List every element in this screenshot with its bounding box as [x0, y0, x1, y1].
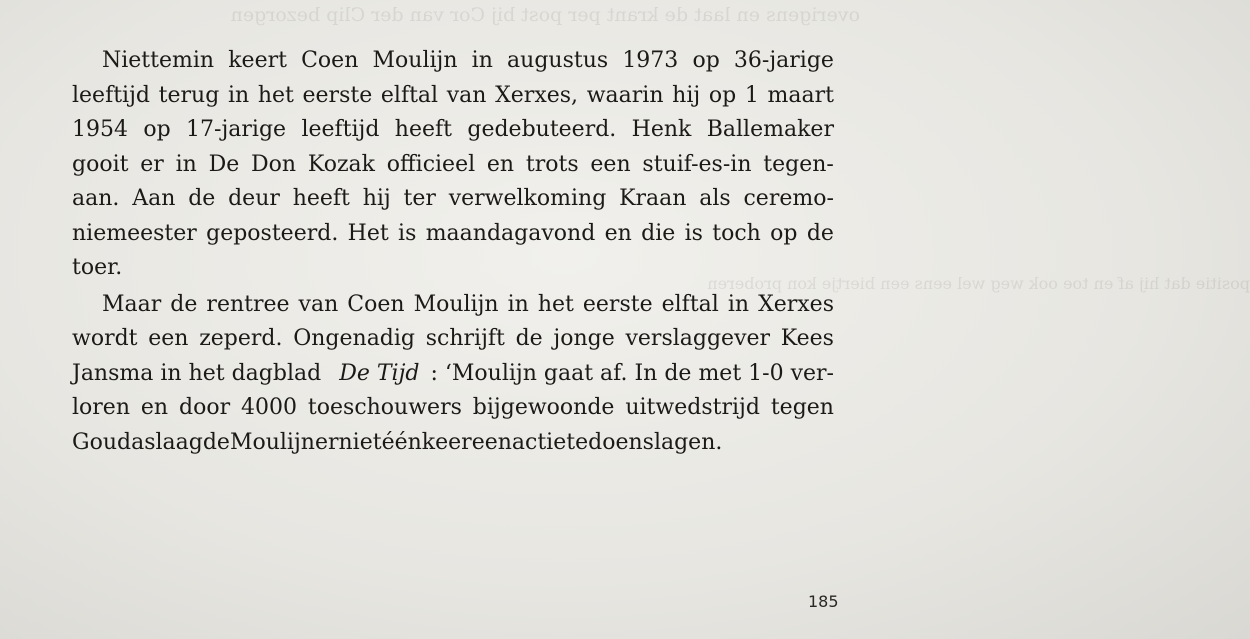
bleed-through-text: overigens en laat de krant per post bij Cor van der Clip bezorgen: [230, 4, 860, 26]
word: de: [806, 220, 834, 246]
word: maart: [767, 82, 834, 108]
word: 1: [744, 82, 759, 108]
book-page-body: [72, 44, 834, 460]
word: op: [708, 82, 737, 108]
word: uitwedstrijd: [625, 395, 760, 420]
paragraph-1: [72, 44, 834, 286]
word: er: [314, 429, 339, 455]
word: Moulijn: [229, 429, 315, 455]
word: leeftijd: [301, 117, 380, 142]
word: doen: [588, 429, 643, 455]
word: op: [143, 117, 171, 142]
word: en: [604, 220, 632, 246]
word: Xerxes: [758, 291, 834, 317]
word: jonge: [553, 326, 615, 351]
word: wordt: [72, 326, 138, 351]
newspaper-title: De Tijd: [339, 360, 420, 386]
word: een: [471, 429, 512, 455]
text-line: [72, 251, 834, 286]
text-line: [72, 288, 834, 323]
word: keer: [421, 429, 472, 455]
word: deur: [228, 186, 280, 211]
word: te: [566, 429, 589, 455]
word: rentree: [206, 291, 290, 317]
word: Moulijn: [372, 48, 458, 73]
word: augustus: [507, 48, 609, 73]
word: is: [398, 220, 417, 246]
word: schrijft: [425, 326, 505, 351]
word: Kees: [780, 326, 834, 351]
word: leeftijd: [72, 82, 150, 108]
word: Coen: [347, 291, 405, 317]
word: één: [381, 429, 422, 455]
word: trots: [525, 151, 579, 177]
text-line: [72, 113, 834, 148]
word: stuif-es-in: [642, 151, 752, 177]
word: ceremo-: [743, 186, 834, 211]
word: geposteerd.: [206, 220, 339, 246]
word: Kraan: [619, 186, 687, 211]
word: Maar: [102, 291, 162, 317]
word: er: [140, 151, 164, 177]
word: ter: [403, 186, 436, 211]
word: toch: [712, 220, 761, 246]
word: zeperd.: [199, 326, 283, 351]
word: in: [727, 291, 750, 317]
word: Ballemaker: [706, 117, 834, 142]
word: op: [692, 48, 720, 73]
word: De: [208, 151, 240, 177]
word: door: [179, 395, 231, 420]
word: gooit: [72, 151, 129, 177]
word: keert: [228, 48, 287, 73]
word: Het: [347, 220, 389, 246]
text-line: [72, 357, 834, 392]
word: 17-jarige: [186, 117, 287, 142]
text-line: [72, 148, 834, 183]
word: toer.: [72, 255, 123, 280]
word: tegen-: [763, 151, 834, 177]
word: de: [170, 291, 198, 317]
word: elftal: [380, 82, 439, 108]
word: slaagde: [144, 429, 230, 455]
word: heeft: [292, 186, 350, 211]
word: Gouda: [72, 429, 145, 455]
text-segment: : ‘Moulijn gaat af. In de met 1-0 ver-: [430, 360, 834, 386]
word: Coen: [301, 48, 359, 73]
word: in: [175, 151, 197, 177]
word: verslaggever: [625, 326, 771, 351]
word: loren: [72, 395, 130, 420]
word: slagen.: [642, 429, 723, 455]
text-line: [72, 79, 834, 114]
word: is: [684, 220, 703, 246]
word: 1973: [622, 48, 679, 73]
word: 36-jarige: [733, 48, 834, 73]
word: officieel: [386, 151, 476, 177]
text-line: [72, 217, 834, 252]
word: gedebuteerd.: [467, 117, 617, 142]
word: elftal: [661, 291, 719, 317]
word: maandagavond: [425, 220, 596, 246]
word: Xerxes,: [495, 82, 579, 108]
text-line: [72, 44, 834, 79]
word: bijgewoonde: [472, 395, 615, 420]
word: die: [641, 220, 676, 246]
word: heeft: [394, 117, 452, 142]
word: Ongenadig: [293, 326, 416, 351]
word: in: [227, 82, 250, 108]
word: Niettemin: [102, 48, 215, 73]
word: de: [515, 326, 543, 351]
word: Kozak: [307, 151, 375, 177]
word: waarin: [586, 82, 664, 108]
word: in: [471, 48, 493, 73]
page-number: 185: [808, 592, 839, 611]
word: hij: [672, 82, 701, 108]
word: Aan: [132, 186, 176, 211]
word: een: [148, 326, 189, 351]
word: en: [486, 151, 515, 177]
word: niet: [338, 429, 382, 455]
word: een: [590, 151, 631, 177]
text-line: [72, 322, 834, 357]
word: van: [446, 82, 487, 108]
text-segment: Jansma in het dagblad: [72, 360, 329, 386]
bleed-through-text: positie dat hij af en toe ook weg wel eens een biertje kon proberen: [707, 274, 1250, 293]
word: terug: [158, 82, 220, 108]
word: 1954: [72, 117, 128, 142]
word: Moulijn: [413, 291, 499, 317]
word: Henk: [631, 117, 692, 142]
word: verwelkoming: [448, 186, 607, 211]
word: toeschouwers: [307, 395, 462, 420]
word: van: [298, 291, 339, 317]
word: aan.: [72, 186, 120, 211]
word: hij: [362, 186, 391, 211]
word: 4000: [241, 395, 298, 420]
paragraph-2: [72, 288, 834, 461]
word: de: [188, 186, 216, 211]
word: niemeester: [72, 220, 197, 246]
text-line: [72, 391, 834, 426]
word: als: [699, 186, 731, 211]
word: en: [140, 395, 169, 420]
text-line: [72, 182, 834, 217]
word: het: [257, 82, 294, 108]
word: op: [770, 220, 798, 246]
text-line: [72, 426, 834, 461]
word: tegen: [770, 395, 834, 420]
word: eerste: [302, 82, 373, 108]
word: actie: [511, 429, 567, 455]
word: Don: [251, 151, 297, 177]
word: in: [507, 291, 529, 317]
word: eerste: [582, 291, 653, 317]
word: het: [537, 291, 574, 317]
